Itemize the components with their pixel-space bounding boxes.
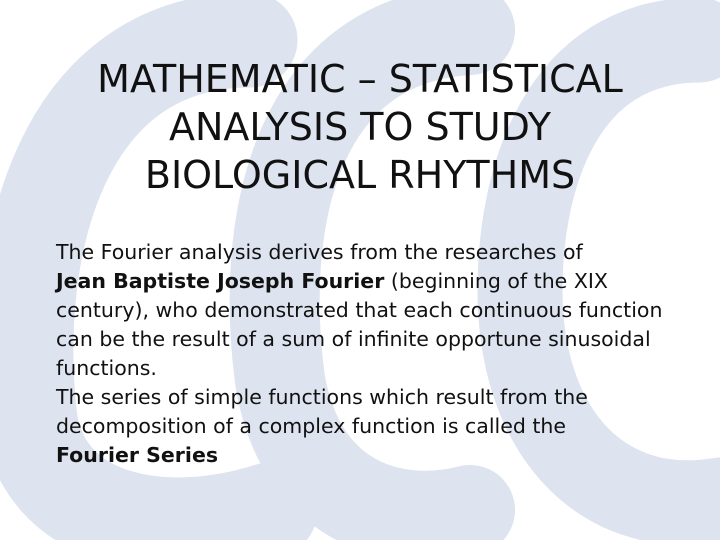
title-line-3: BIOLOGICAL RHYTHMS (144, 153, 576, 197)
paragraph1-rest: (beginning of the XIX century), who demonstrated that each continuous function can be the result of a sum of infinite opportune sinusoidal functions. (56, 269, 663, 380)
paragraph-fourier-analysis (56, 238, 696, 383)
slide-title (20, 55, 700, 199)
paragraph2-text: The series of simple functions which result from the decomposition of a complex function is called the (56, 385, 588, 438)
fourier-name: Jean Baptiste Joseph Fourier (56, 269, 385, 293)
title-line-1: MATHEMATIC – STATISTICAL (97, 57, 623, 101)
fourier-series-term: Fourier Series (56, 443, 219, 467)
paragraph-fourier-series (56, 383, 696, 470)
paragraph1-intro: The Fourier analysis derives from the researches of (56, 240, 583, 264)
slide-body (56, 238, 696, 470)
title-line-2: ANALYSIS TO STUDY (168, 105, 552, 149)
